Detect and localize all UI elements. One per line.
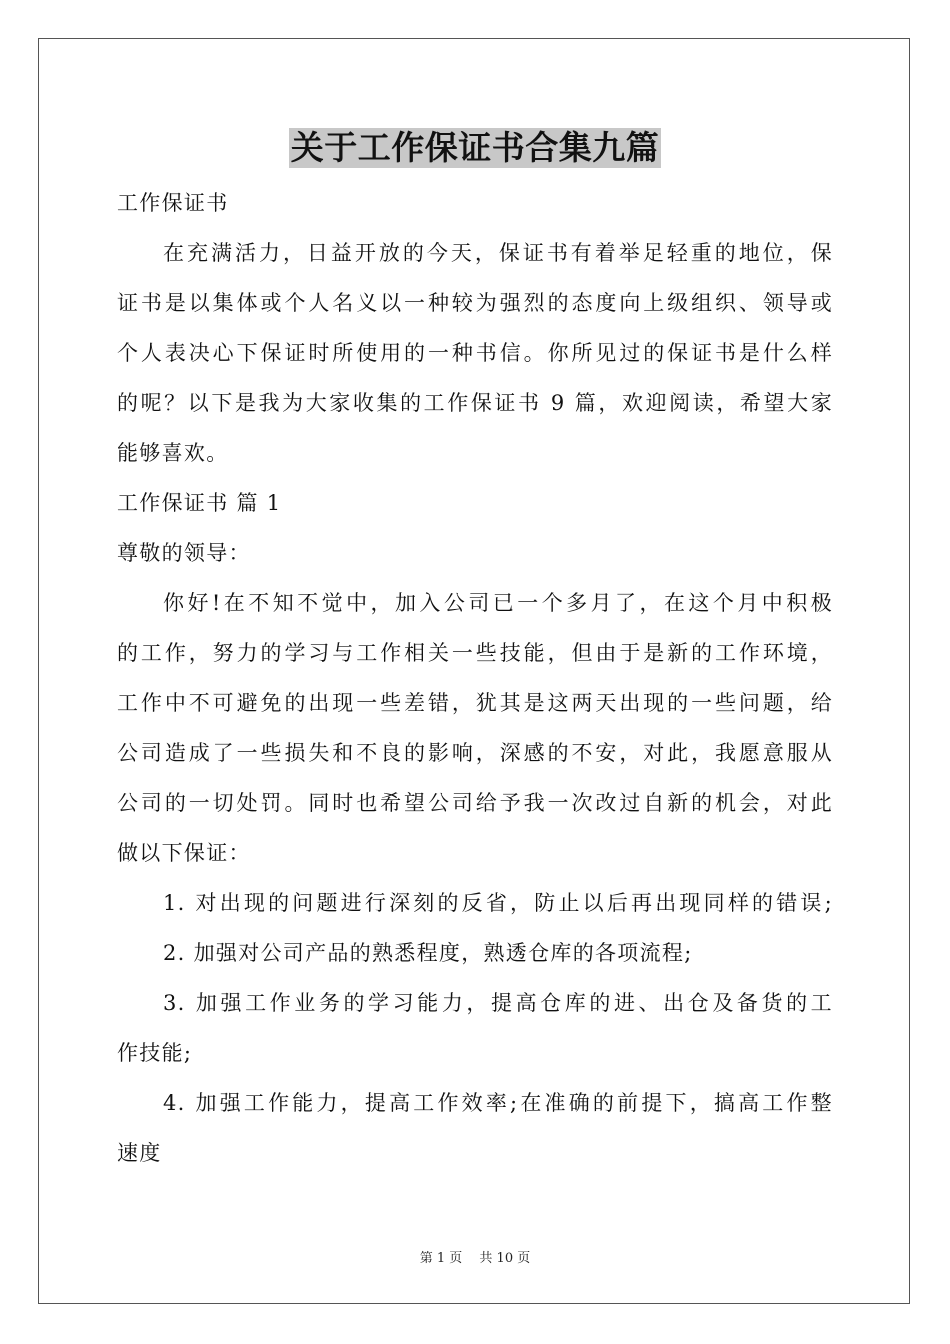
text-line: 工作中不可避免的出现一些差错，犹其是这两天出现的一些问题，给: [117, 691, 833, 715]
text-line: 的工作，努力的学习与工作相关一些技能，但由于是新的工作环境，: [117, 641, 833, 665]
text-line: 作技能;: [117, 1041, 193, 1065]
text-line: 证书是以集体或个人名义以一种较为强烈的态度向上级组织、领导或: [117, 291, 833, 315]
text-line: 工作保证书: [117, 191, 229, 215]
text-line: 3. 加强工作业务的学习能力，提高仓库的进、出仓及备货的工: [163, 991, 833, 1015]
text-line: 2. 加强对公司产品的熟悉程度，熟透仓库的各项流程;: [163, 941, 693, 965]
text-line: 公司的一切处罚。同时也希望公司给予我一次改过自新的机会，对此: [117, 791, 833, 815]
text-line: 的呢？以下是我为大家收集的工作保证书 9 篇，欢迎阅读，希望大家: [117, 391, 833, 415]
document-body: [117, 128, 833, 1178]
text-line: 个人表决心下保证时所使用的一种书信。你所见过的保证书是什么样: [117, 341, 833, 365]
paragraph-lines: [117, 178, 833, 1178]
document-title: 关于工作保证书合集九篇: [290, 128, 660, 167]
text-line: 工作保证书 篇 1: [117, 491, 282, 515]
text-line: 公司造成了一些损失和不良的影响，深感的不安，对此，我愿意服从: [117, 741, 833, 765]
text-line: 1. 对出现的问题进行深刻的反省，防止以后再出现同样的错误;: [163, 891, 833, 915]
text-line: 速度: [117, 1141, 162, 1165]
text-line: 你好!在不知不觉中，加入公司已一个多月了，在这个月中积极: [163, 591, 833, 615]
title-container: [117, 128, 833, 172]
text-line: 能够喜欢。: [117, 441, 229, 465]
text-line: 在充满活力，日益开放的今天，保证书有着举足轻重的地位，保: [163, 241, 833, 265]
text-line: 尊敬的领导：: [117, 541, 251, 565]
text-line: 做以下保证：: [117, 841, 251, 865]
text-line: 4. 加强工作能力，提高工作效率;在准确的前提下，搞高工作整: [163, 1091, 833, 1115]
page-footer: 第 1 页 共 10 页: [419, 1251, 531, 1266]
